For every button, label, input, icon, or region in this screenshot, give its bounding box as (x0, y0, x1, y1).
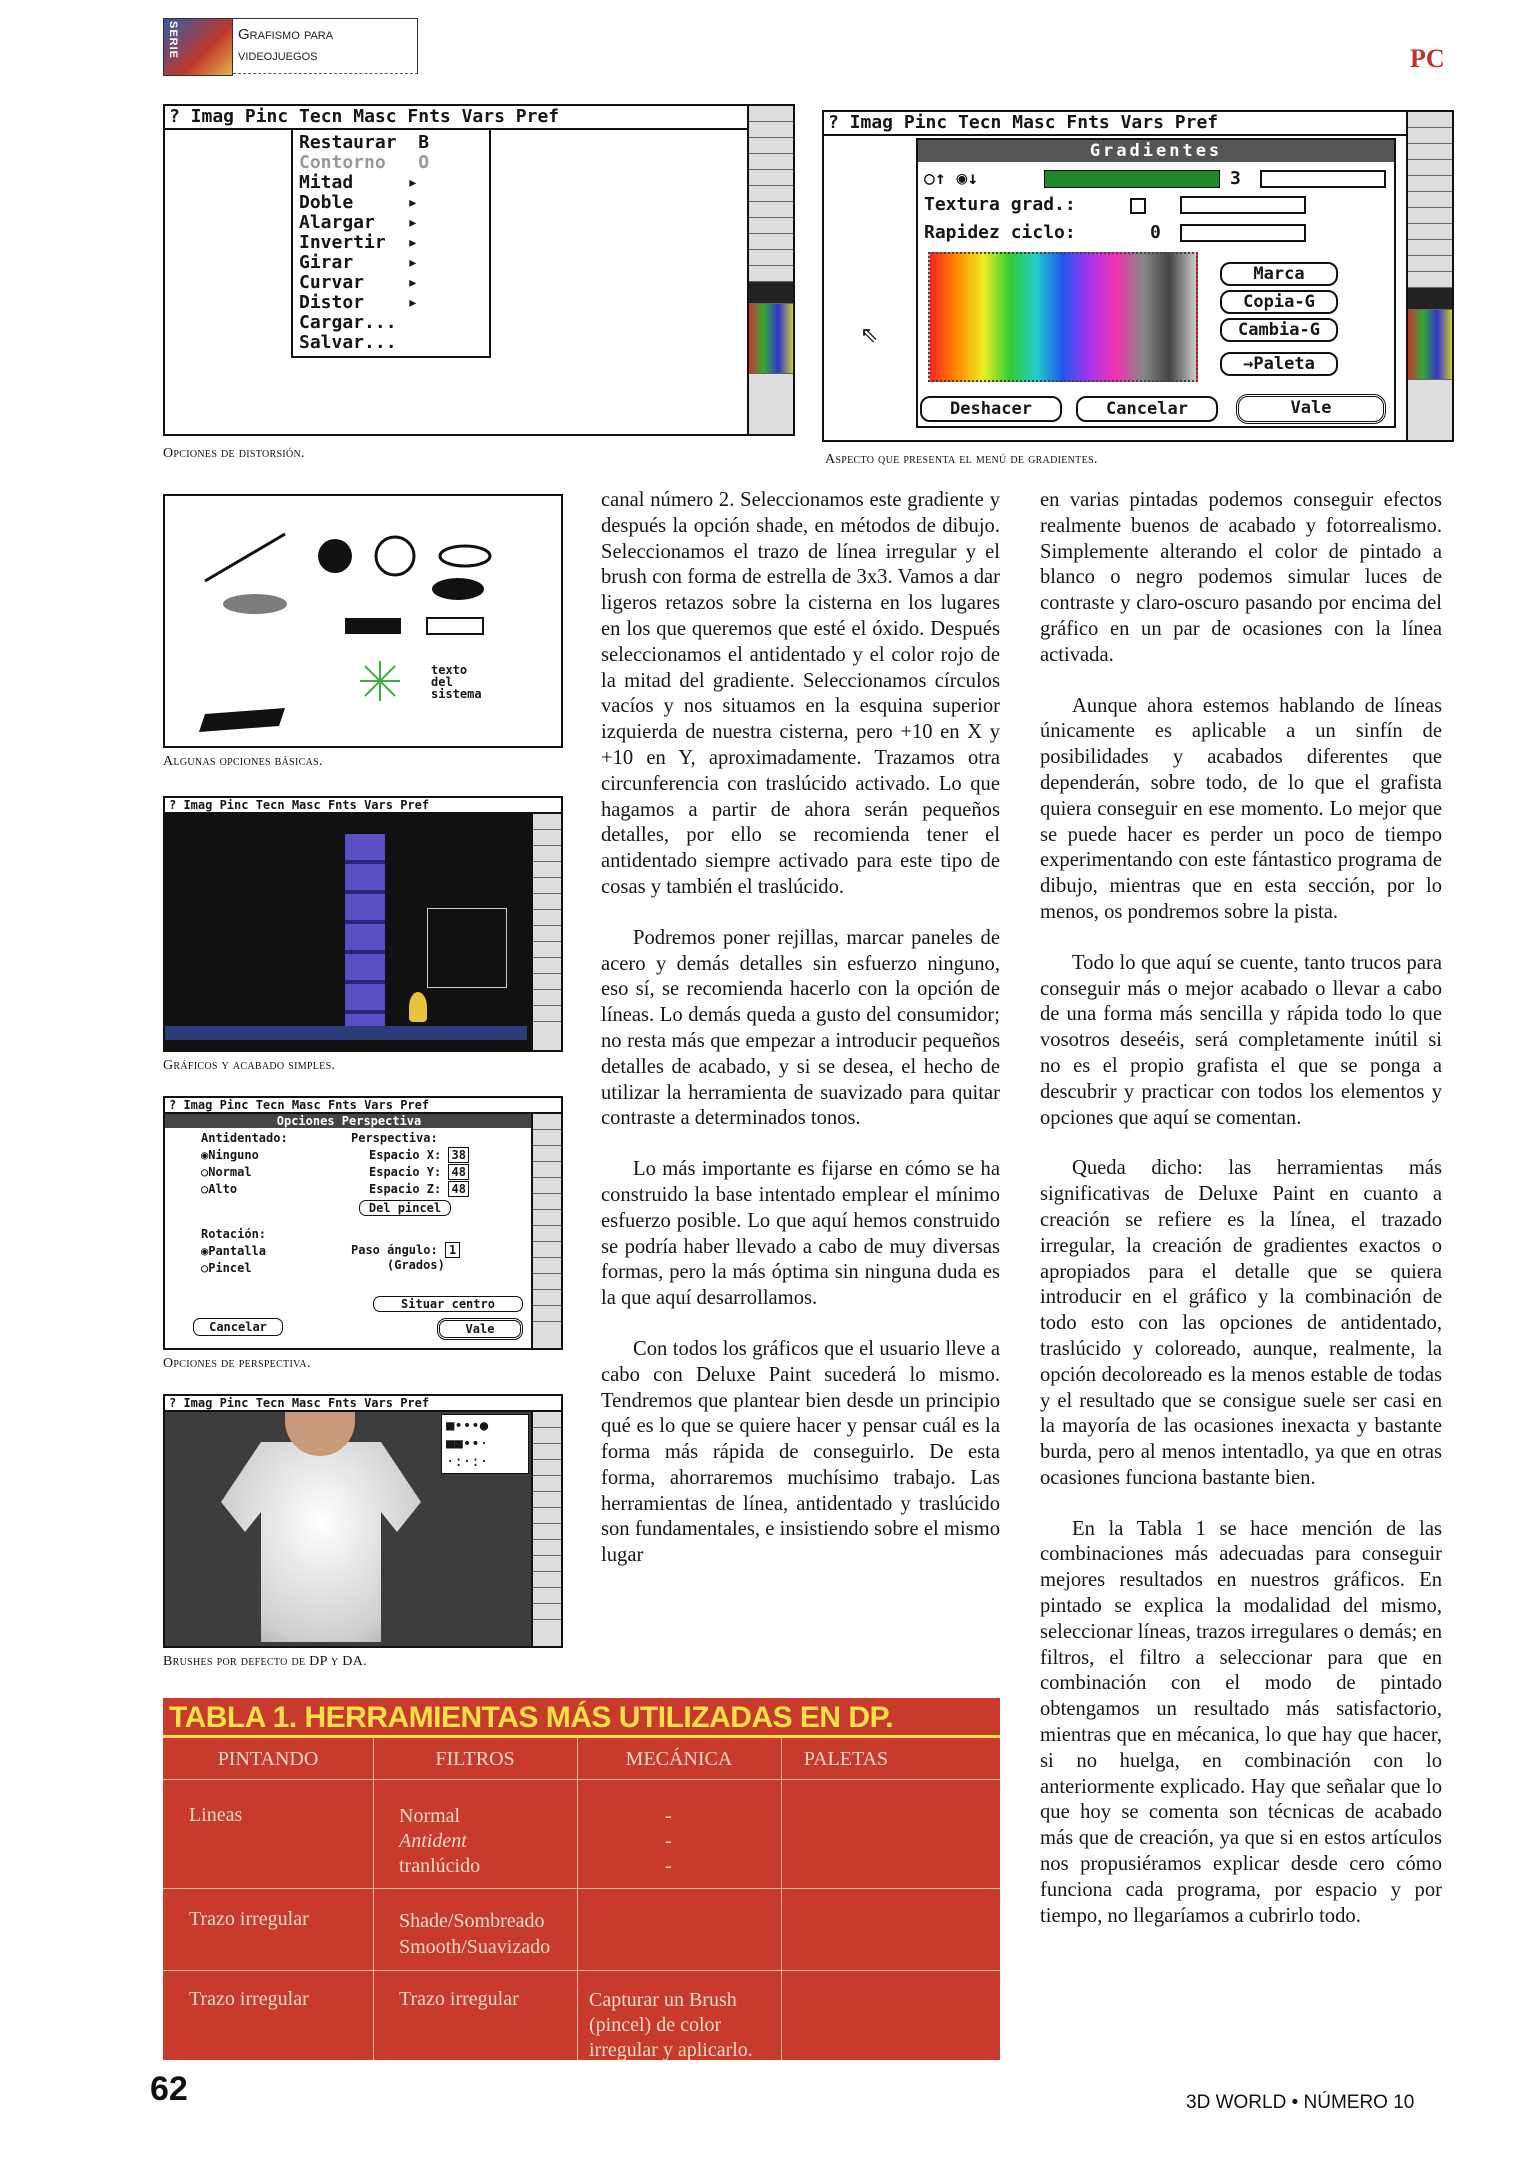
menu-item[interactable]: Cargar... (299, 312, 397, 333)
shirt (221, 1442, 421, 1642)
menu-bar: ? Imag Pinc Tecn Masc Fnts Vars Pref (165, 798, 561, 814)
perspective-dialog-title: Opciones Perspectiva (165, 1114, 533, 1128)
copia-button[interactable]: Copia-G (1220, 290, 1338, 314)
texture-label: Textura grad.: (924, 194, 1076, 215)
system-text: texto del sistema (431, 663, 482, 701)
espx-input[interactable]: 38 (448, 1147, 468, 1163)
pointer-icon: ⇖ (860, 322, 879, 347)
toolbox[interactable] (531, 1114, 561, 1348)
distortion-screenshot (163, 104, 795, 436)
toolbox[interactable] (531, 1412, 561, 1646)
menu-bar: ? Imag Pinc Tecn Masc Fnts Vars Pref (824, 112, 1452, 136)
caption-perspective: Opciones de perspectiva. (163, 1356, 311, 1371)
series-logo (163, 18, 233, 76)
paragraph: Aunque ahora estemos hablando de líneas únicamente es aplicable a un sinfín de posibilidades y acabados diferentes que dependerán, sobre todo, de lo que el grafista quiera conseguir en ese momento. Lo mejor que se puede hacer es perder un poco de tiempo experimentando con este fántastico programa de dibujo, mientras que en esta sección, por lo menos, os pondremos sobre la pista. (1040, 694, 1442, 923)
tools-table (163, 1698, 1000, 2060)
selection-box (427, 908, 507, 988)
brushes-screenshot (163, 1394, 563, 1648)
floor (165, 1026, 527, 1040)
opt-normal[interactable]: ○Normal (201, 1165, 252, 1179)
slider-2[interactable] (1180, 196, 1306, 214)
basic-shapes (165, 496, 563, 748)
caption-basic: Algunas opciones básicas. (163, 754, 323, 769)
opt-alto[interactable]: ○Alto (201, 1182, 238, 1196)
slider-3[interactable] (1180, 224, 1306, 242)
texture-checkbox[interactable] (1130, 198, 1146, 214)
page-number: 62 (150, 2070, 188, 2108)
row1-value: 3 (1230, 168, 1241, 189)
header-paletas: PALETAS (803, 1748, 889, 1770)
antialias-group (201, 1130, 288, 1198)
toolbox[interactable] (1406, 112, 1452, 440)
marca-button[interactable]: Marca (1220, 262, 1338, 286)
slider-1[interactable] (1260, 170, 1386, 188)
tower (345, 834, 385, 1034)
header-filtros: FILTROS (435, 1748, 515, 1770)
antialias-label: Antidentado: (201, 1131, 288, 1145)
pinc-menu (291, 128, 491, 358)
table-cell: Shade/Sombreado Smooth/Suavizado (399, 1910, 551, 1958)
vale-button[interactable]: Vale (1236, 394, 1386, 424)
espz-input[interactable]: 48 (448, 1181, 468, 1197)
toolbox[interactable] (531, 814, 561, 1050)
table-cell: Lineas (189, 1804, 243, 1826)
gradients-dialog (916, 138, 1396, 428)
menu-item[interactable]: Curvar ▸ (299, 272, 419, 293)
header-pintando: PINTANDO (217, 1748, 319, 1770)
brush-picker[interactable]: ■•••● ■■••· ·:·:· (441, 1414, 529, 1474)
table-title: TABLA 1. HERRAMIENTAS MÁS UTILIZADAS EN DP. (163, 1698, 1000, 1738)
caption-distortion: Opciones de distorsión. (163, 446, 305, 461)
article-column-right (1040, 488, 1442, 1954)
paragraph: Lo más importante es fijarse en cómo se ha construido la base intentado emplear el mínimo esfuerzo posible. Lo que aquí hemos construido se podría haber llevado a cabo de muy diversas formas, pero la más óptima sin ninguna duda es la que aquí desarrollamos. (601, 1158, 1000, 1310)
cycle-label: Rapidez ciclo: (924, 222, 1076, 243)
table-cell: Capturar un Brush (pincel) de color irregular y aplicarlo. (589, 1989, 753, 2061)
paragraph: en varias pintadas podemos conseguir efectos realmente buenos de acabado y fotorrealismo. Simplemente alterando el color de pintado a blanco o negro podemos simular luces de contraste y claro-oscuro pasando por encima del gráfico en un par de ocasiones con la línea activada. (1040, 489, 1442, 666)
magazine-footer: 3D WORLD • NÚMERO 10 (1186, 2092, 1415, 2113)
cambia-button[interactable]: Cambia-G (1220, 318, 1338, 342)
basic-options-screenshot (163, 494, 563, 748)
paragraph: Todo lo que aquí se cuente, tanto trucos para conseguir más o mejor acabado o llevar a cabo de una forma más sencilla y rápida todo lo que vosotros deseéis, será completamente inútil si no es el propio grafista el que se ponga a descubrir y practicar con todos los elementos y opciones que aquí se comentan. (1040, 951, 1442, 1129)
menu-item[interactable]: Alargar ▸ (299, 212, 419, 233)
color-swatch (1044, 170, 1220, 188)
opt-ninguno[interactable]: ◉Ninguno (201, 1148, 259, 1162)
menu-item[interactable]: Invertir ▸ (299, 232, 419, 253)
table-cell: Trazo irregular (189, 1988, 309, 2010)
espy-input[interactable]: 48 (448, 1164, 468, 1180)
paragraph: Queda dicho: las herramientas más significativas de Deluxe Paint en cuanto a creación se refiere es la línea, el trazado irregular, la creación de gradientes exactos o apropiados para el detalle que se quiera introducir en el gráfico y la combinación de todo esto con las opciones de antidentado, traslúcido y coloreado, aunque, realmente, la opción decoloreado es la menos estable de todas y el resultado que se consigue suele ser casi en la mayoría de las ocasiones inexacta y bastante burda, pero al menos intentadlo, ya que en otras ocasiones funciona bastante bien. (1040, 1157, 1442, 1489)
perspective-screenshot (163, 1096, 563, 1350)
situar-button[interactable]: Situar centro (373, 1296, 523, 1312)
menu-item[interactable]: Distor ▸ (299, 292, 419, 313)
paleta-button[interactable]: →Paleta (1220, 352, 1338, 376)
direction-icons[interactable]: ○↑ ◉↓ (924, 168, 979, 189)
table-cell: - - - (665, 1805, 672, 1877)
paso-input[interactable]: 1 (445, 1242, 460, 1258)
toolbox[interactable] (747, 106, 793, 434)
platform-label: PC (1410, 44, 1445, 73)
caption-simple: Gráficos y acabado simples. (163, 1058, 336, 1073)
paragraph: Podremos poner rejillas, marcar paneles de acero y demás detalles sin esfuerzo ninguno, eso sí, se recomienda hacerlo con la opción de líneas. Lo demás queda a gusto del consumidor; no resta más que empezar a introducir pequeños detalles de acabado, y si se desea, el hecho de utilizar la herramienta de suavizado para quitar contraste a determinados tonos. (601, 926, 1000, 1130)
perspective-group: Perspectiva: Espacio X: 38 Espacio Y: 48 Espacio Z: 48 (351, 1130, 469, 1198)
angle-group: Paso ángulo: 1 (Grados) (351, 1243, 460, 1273)
deshacer-button[interactable]: Deshacer (920, 396, 1062, 422)
paragraph: Con todos los gráficos que el usuario lleve a cabo con Deluxe Paint sucederá lo mismo. Tendremos que plantear bien desde un principio qué es lo que se quiere hacer y pensar cuál es la forma más rápida de conseguirlo. De esta forma, ahorraremos muchísimo trabajo. Las herramientas de línea, antidentado y traslúcido son fundamentales, e insistiendo sobre el mismo lugar (601, 1337, 1000, 1567)
section-title-line1: Grafismo para (238, 26, 334, 43)
gradients-screenshot (822, 110, 1454, 442)
caption-brushes: Brushes por defecto de DP y DA. (163, 1654, 367, 1669)
menu-item[interactable]: Salvar... (299, 332, 397, 353)
opt-pantalla[interactable]: ◉Pantalla (201, 1244, 267, 1258)
header-frame (233, 18, 418, 74)
menu-item[interactable]: Contorno O (299, 152, 430, 173)
header-mecanica: MECÁNICA (625, 1748, 733, 1770)
dialog-title: Gradientes (918, 140, 1394, 162)
paragraph: En la Tabla 1 se hace mención de las combinaciones más adecuadas para conseguir mejores resultados en nuestros gráficos. En pintado se explica la modalidad del mismo, seleccionar líneas, trazos irregulares o demás; en filtros, el filtro a seleccionar para que en combinación con el modo de pintado obtengamos un resultado más satisfactorio, mientras que en mécanica, lo que hay que hacer, si no huelga, en combinación con lo anteriormente explicado. Hay que señalar que lo que hoy se comenta son técnicas de acabado más que de creación, ya que si en estos artículos nos propusiéramos explicar desde cero cómo funciona cada programa, por espacio y por tiempo, no llegaríamos a cubrirlo todo. (1040, 1517, 1442, 1927)
cancelar-button[interactable]: Cancelar (193, 1318, 283, 1336)
perspective-label: Perspectiva: (351, 1131, 438, 1145)
rotation-group (201, 1226, 266, 1277)
menu-item[interactable]: Girar ▸ (299, 252, 419, 273)
menu-item[interactable]: Mitad ▸ (299, 172, 419, 193)
simple-graphics-screenshot (163, 796, 563, 1052)
menu-item[interactable]: Doble ▸ (299, 192, 419, 213)
character (409, 992, 427, 1022)
menu-bar: ? Imag Pinc Tecn Masc Fnts Vars Pref (165, 1396, 561, 1412)
opt-pincel[interactable]: ○Pincel (201, 1261, 252, 1275)
del-pincel-button[interactable]: Del pincel (359, 1200, 451, 1216)
series-label: SERIE (167, 21, 179, 60)
gradient-palette[interactable] (928, 252, 1198, 382)
table-cell: Trazo irregular (399, 1988, 519, 2010)
menu-item[interactable]: Restaurar B (299, 132, 430, 153)
cancelar-button[interactable]: Cancelar (1076, 396, 1218, 422)
vale-button[interactable]: Vale (437, 1318, 523, 1340)
menu-bar: ? Imag Pinc Tecn Masc Fnts Vars Pref (165, 106, 793, 130)
article-column-middle (601, 488, 1000, 1594)
section-title-line2: videojuegos (238, 47, 318, 64)
caption-gradients: Aspecto que presenta el menú de gradientes. (825, 452, 1098, 467)
grados-label: (Grados) (387, 1258, 445, 1272)
rotation-label: Rotación: (201, 1227, 267, 1241)
cycle-value: 0 (1150, 222, 1161, 243)
paragraph: canal número 2. Seleccionamos este gradiente y después la opción shade, en métodos de dibujo. Seleccionamos el trazo de línea irregular y el brush con forma de estrella de 3x3. Vamos a dar ligeros retazos sobre la cisterna en los lugares en los que queremos que esté el óxido. Después seleccionamos el antidentado y el color rojo de la mitad del gradiente. Seleccionamos círculos vacíos y nos situamos en la esquina superior izquierda de nuestra cisterna, pero +10 en X y +10 en Y, aproximadamente. Trazamos otra circunferencia con traslúcido activado. Lo que hagamos a partir de ahora serán pequeños detalles, por ello se recomienda tener el antidentado siempre activado para este tipo de cosas y también el traslúcido. (601, 489, 1000, 898)
menu-bar: ? Imag Pinc Tecn Masc Fnts Vars Pref (165, 1098, 561, 1114)
table-cell: Trazo irregular (189, 1908, 309, 1930)
table-cell: Normal Antident tranlúcido (399, 1805, 481, 1877)
